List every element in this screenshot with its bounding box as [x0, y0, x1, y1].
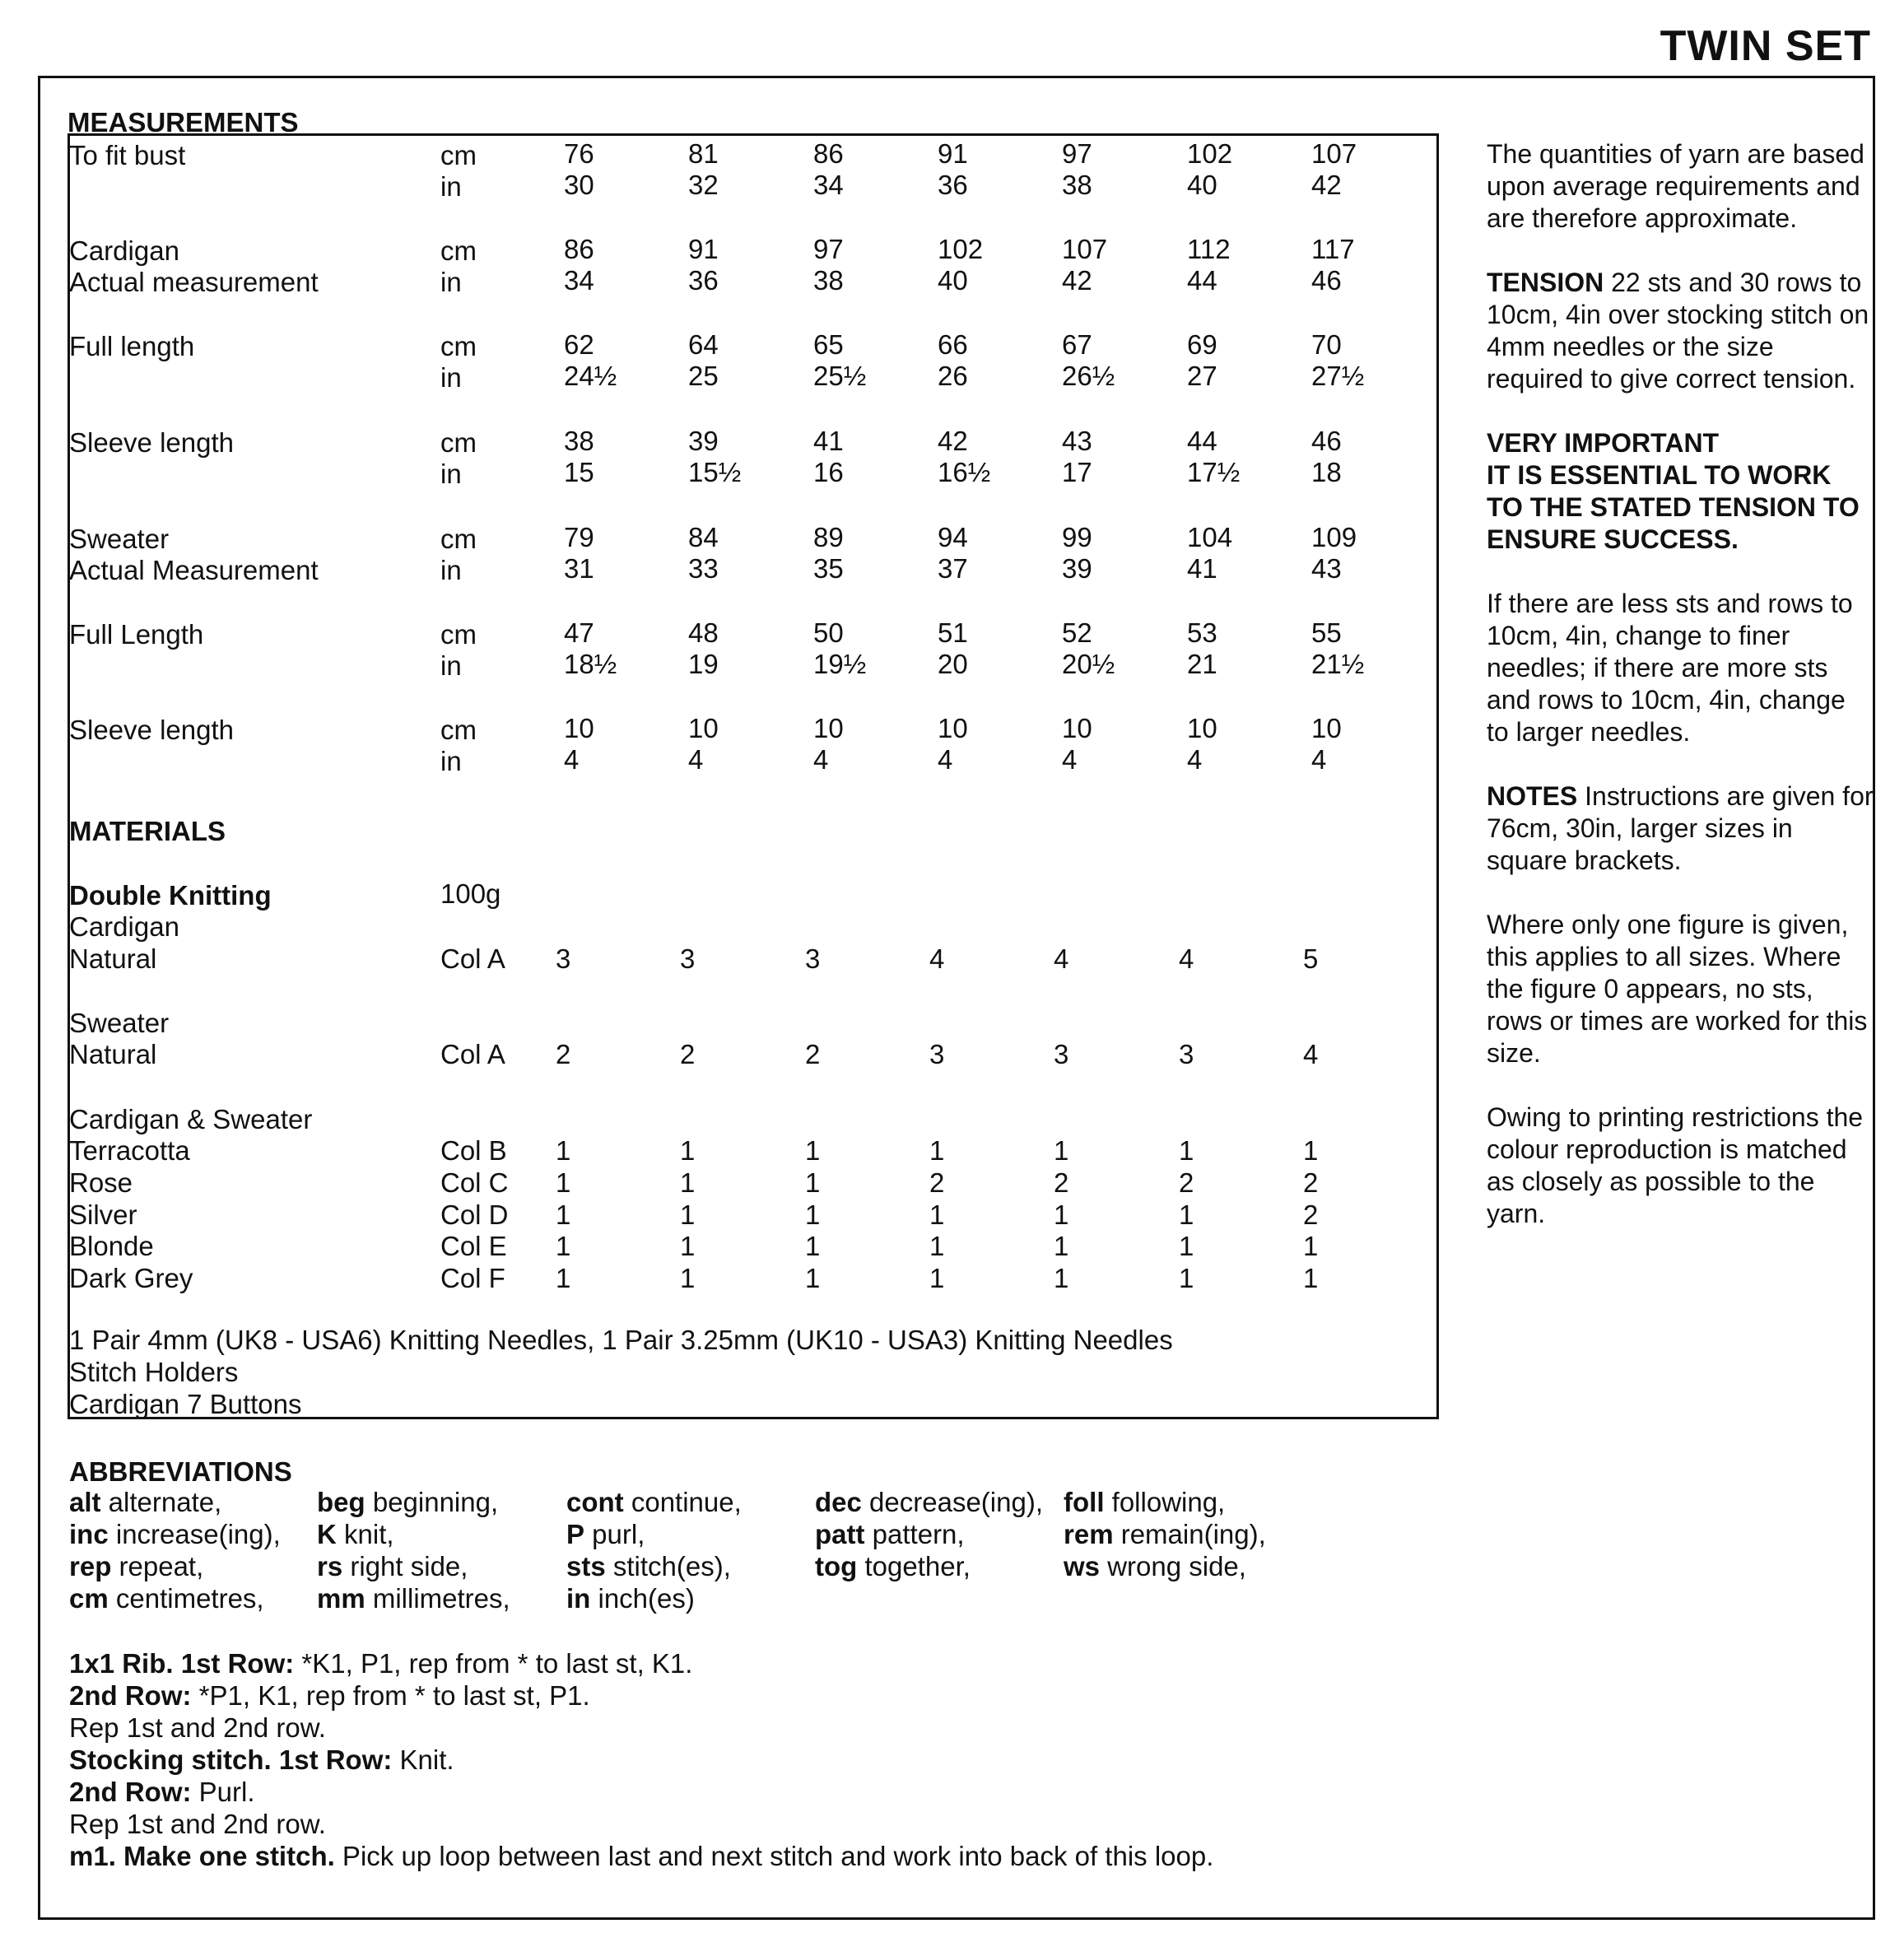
measurement-value: 4: [1187, 744, 1203, 775]
abbreviation-term: foll: [1064, 1487, 1105, 1517]
measurement-value: 91: [688, 234, 719, 264]
abbreviation-entry: [815, 1521, 965, 1548]
stitch-instruction-line: [69, 1714, 326, 1741]
measurement-value: 112: [1187, 234, 1231, 264]
measurement-value: 44: [1187, 426, 1217, 456]
very-important-label: VERY IMPORTANT: [1487, 428, 1720, 458]
measurement-value: 65: [813, 329, 844, 360]
abbreviation-term: cont: [566, 1487, 624, 1517]
measurement-value: 40: [938, 265, 968, 296]
notes-label: NOTES: [1487, 781, 1578, 811]
stitch-instruction-text: *K1, P1, rep from * to last st, K1.: [294, 1648, 693, 1679]
stitch-instruction-text: Pick up loop between last and next stitch and work into back of this loop.: [334, 1841, 1214, 1871]
material-quantity: 1: [929, 1263, 945, 1293]
material-quantity: 2: [1054, 1167, 1069, 1198]
measurement-value: 99: [1062, 522, 1092, 552]
abbreviation-term: in: [566, 1583, 591, 1614]
measurement-value: 102: [1187, 138, 1233, 169]
measurement-value: 34: [813, 170, 844, 200]
measurement-value: 25½: [813, 361, 867, 391]
measurement-value: 27: [1187, 361, 1217, 391]
material-quantity: 1: [805, 1199, 821, 1230]
abbreviation-term: rs: [317, 1551, 343, 1581]
material-colour-code: Col B: [440, 1135, 507, 1166]
material-quantity: 1: [680, 1199, 696, 1230]
abbreviation-term: sts: [566, 1551, 606, 1581]
tension-note: [1487, 267, 1874, 395]
material-quantity: 3: [680, 943, 696, 974]
abbreviation-definition: following,: [1104, 1487, 1226, 1517]
measurement-value: 10: [938, 713, 968, 743]
material-quantity: 2: [1303, 1167, 1319, 1198]
material-quantity: 1: [680, 1263, 696, 1293]
material-label: Terracotta: [69, 1135, 190, 1166]
measurement-value: 26½: [1062, 361, 1115, 391]
measurement-value: 10: [1187, 713, 1217, 743]
abbreviation-entry: [317, 1488, 498, 1516]
measurement-value: 21½: [1311, 649, 1365, 679]
stitch-instruction-line: [69, 1650, 692, 1677]
abbreviation-definition: continue,: [623, 1487, 742, 1517]
material-quantity: 3: [929, 1039, 945, 1069]
material-quantity: 1: [1054, 1263, 1069, 1293]
stitch-instruction-label: m1. Make one stitch.: [69, 1841, 335, 1871]
abbreviation-definition: increase(ing),: [108, 1519, 281, 1549]
measurement-label: Actual measurement: [69, 267, 319, 297]
material-quantity: 1: [556, 1167, 571, 1198]
measurement-value: 94: [938, 522, 968, 552]
material-quantity: 1: [805, 1167, 821, 1198]
material-label: Natural: [69, 943, 157, 974]
material-quantity: 1: [1054, 1135, 1069, 1166]
measurement-value: 79: [564, 522, 594, 552]
measurement-unit: in: [440, 362, 462, 393]
measurement-unit: in: [440, 746, 462, 776]
measurement-unit: cm: [440, 427, 477, 458]
printing-note: Owing to printing restrictions the colour reproduction is matched as closely as possible to the yarn.: [1487, 1102, 1864, 1228]
stitch-instruction-label: 2nd Row:: [69, 1777, 192, 1807]
material-quantity: 1: [556, 1263, 571, 1293]
measurement-value: 84: [688, 522, 719, 552]
abbreviation-entry: [815, 1553, 971, 1580]
material-quantity: 3: [805, 943, 821, 974]
measurement-value: 44: [1187, 265, 1217, 296]
material-quantity: 1: [680, 1135, 696, 1166]
measurement-value: 55: [1311, 617, 1342, 648]
measurement-value: 64: [688, 329, 719, 360]
material-quantity: 1: [1179, 1199, 1194, 1230]
material-colour-code: Col A: [440, 1039, 505, 1069]
stitch-instruction-label: 1x1 Rib. 1st Row:: [69, 1648, 295, 1679]
measurement-value: 40: [1187, 170, 1217, 200]
measurement-value: 27½: [1311, 361, 1365, 391]
abbreviation-definition: remain(ing),: [1113, 1519, 1266, 1549]
material-quantity: 1: [805, 1231, 821, 1261]
measurement-value: 4: [1311, 744, 1327, 775]
measurement-value: 104: [1187, 522, 1233, 552]
abbreviation-definition: beginning,: [365, 1487, 499, 1517]
measurement-value: 69: [1187, 329, 1217, 360]
measurement-value: 41: [1187, 553, 1217, 584]
measurement-value: 17½: [1187, 457, 1241, 487]
material-label: Cardigan: [69, 911, 179, 942]
materials-heading: MATERIALS: [69, 816, 226, 846]
measurement-value: 42: [1062, 265, 1092, 296]
material-quantity: 2: [929, 1167, 945, 1198]
abbreviation-definition: stitch(es),: [605, 1551, 731, 1581]
measurement-unit: cm: [440, 524, 477, 554]
yarn-label: Double Knitting: [69, 880, 272, 911]
material-quantity: 1: [680, 1167, 696, 1198]
abbreviation-entry: [566, 1585, 695, 1612]
abbreviation-term: rem: [1064, 1519, 1114, 1549]
stitch-instruction-label: Stocking stitch. 1st Row:: [69, 1744, 393, 1775]
measurement-value: 38: [1062, 170, 1092, 200]
measurement-value: 4: [938, 744, 953, 775]
measurement-value: 16½: [938, 457, 991, 487]
measurement-value: 47: [564, 617, 594, 648]
abbreviations-heading: ABBREVIATIONS: [69, 1456, 292, 1487]
measurement-value: 10: [1062, 713, 1092, 743]
material-quantity: 1: [1179, 1263, 1194, 1293]
measurement-value: 81: [688, 138, 719, 169]
material-quantity: 1: [556, 1231, 571, 1261]
measurement-value: 38: [813, 265, 844, 296]
measurement-label: Sleeve length: [69, 427, 234, 458]
measurement-value: 4: [564, 744, 580, 775]
material-label: Sweater: [69, 1008, 170, 1038]
abbreviation-term: inc: [69, 1519, 109, 1549]
abbreviation-entry: [1064, 1553, 1246, 1580]
abbreviation-term: patt: [815, 1519, 865, 1549]
material-colour-code: Col C: [440, 1167, 509, 1198]
stitch-instruction-text: Knit.: [392, 1744, 454, 1775]
abbreviation-entry: [566, 1488, 742, 1516]
material-quantity: 3: [1054, 1039, 1069, 1069]
abbreviation-entry: [815, 1488, 1043, 1516]
stitch-instruction-line: [69, 1682, 590, 1709]
material-quantity: 1: [556, 1199, 571, 1230]
stitch-instruction-label: 2nd Row:: [69, 1680, 192, 1711]
measurement-value: 67: [1062, 329, 1092, 360]
measurement-value: 91: [938, 138, 968, 169]
measurement-value: 42: [938, 426, 968, 456]
abbreviation-definition: right side,: [342, 1551, 468, 1581]
measurement-value: 17: [1062, 457, 1092, 487]
abbreviation-term: tog: [815, 1551, 858, 1581]
stitch-instruction-text: *P1, K1, rep from * to last st, P1.: [191, 1680, 590, 1711]
material-quantity: 4: [1054, 943, 1069, 974]
material-quantity: 1: [929, 1135, 945, 1166]
notes-column: [1487, 138, 1874, 1262]
abbreviation-definition: pattern,: [864, 1519, 965, 1549]
measurement-value: 19: [688, 649, 719, 679]
measurement-value: 46: [1311, 426, 1342, 456]
measurement-value: 53: [1187, 617, 1217, 648]
abbreviation-definition: centimetres,: [108, 1583, 264, 1614]
measurement-value: 46: [1311, 265, 1342, 296]
measurement-value: 24½: [564, 361, 617, 391]
measurement-value: 26: [938, 361, 968, 391]
measurement-value: 4: [813, 744, 829, 775]
material-quantity: 3: [1179, 1039, 1194, 1069]
abbreviation-definition: wrong side,: [1100, 1551, 1246, 1581]
material-quantity: 1: [1303, 1263, 1319, 1293]
stitch-instruction-line: [69, 1746, 454, 1773]
material-quantity: 2: [1179, 1167, 1194, 1198]
material-quantity: 2: [680, 1039, 696, 1069]
notes-text: Instructions are given for 76cm, 30in, larger sizes in square brackets.: [1487, 781, 1874, 875]
measurement-value: 41: [813, 426, 844, 456]
measurement-value: 107: [1311, 138, 1357, 169]
abbreviation-entry: [69, 1585, 264, 1612]
material-colour-code: Col F: [440, 1263, 505, 1293]
abbreviation-definition: millimetres,: [365, 1583, 510, 1614]
measurement-value: 52: [1062, 617, 1092, 648]
material-label: Dark Grey: [69, 1263, 193, 1293]
abbreviation-term: mm: [317, 1583, 365, 1614]
measurement-value: 16: [813, 457, 844, 487]
measurement-unit: in: [440, 650, 462, 681]
measurement-value: 37: [938, 553, 968, 584]
abbreviation-term: beg: [317, 1487, 365, 1517]
measurement-value: 4: [688, 744, 704, 775]
measurement-value: 89: [813, 522, 844, 552]
measurement-unit: cm: [440, 235, 477, 266]
measurement-value: 86: [813, 138, 844, 169]
measurement-unit: cm: [440, 140, 477, 170]
abbreviation-definition: purl,: [584, 1519, 645, 1549]
measurement-value: 10: [1311, 713, 1342, 743]
measurement-value: 117: [1311, 234, 1355, 264]
abbreviation-definition: inch(es): [590, 1583, 695, 1614]
measurement-unit: cm: [440, 619, 477, 650]
material-label: Rose: [69, 1167, 133, 1198]
measurement-label: Full length: [69, 331, 195, 361]
abbreviation-entry: [69, 1553, 203, 1580]
measurement-label: Sleeve length: [69, 715, 234, 745]
measurement-value: 21: [1187, 649, 1217, 679]
measurement-value: 107: [1062, 234, 1108, 264]
essential-text: IT IS ESSENTIAL TO WORK TO THE STATED TENSION TO ENSURE SUCCESS.: [1487, 460, 1860, 554]
material-quantity: 1: [1179, 1135, 1194, 1166]
important-note: [1487, 427, 1874, 556]
material-quantity: 1: [1303, 1135, 1319, 1166]
measurement-value: 43: [1062, 426, 1092, 456]
material-quantity: 1: [680, 1231, 696, 1261]
measurement-label: Sweater: [69, 524, 170, 554]
abbreviation-definition: knit,: [336, 1519, 394, 1549]
material-label: Blonde: [69, 1231, 154, 1261]
stitch-holders-text: Stitch Holders: [69, 1357, 239, 1387]
measurement-value: 20½: [1062, 649, 1115, 679]
material-quantity: 5: [1303, 943, 1319, 974]
measurement-value: 86: [564, 234, 594, 264]
measurement-unit: in: [440, 555, 462, 585]
abbreviation-entry: [1064, 1521, 1266, 1548]
measurement-value: 19½: [813, 649, 867, 679]
abbreviation-definition: together,: [857, 1551, 971, 1581]
measurement-value: 34: [564, 265, 594, 296]
measurement-unit: cm: [440, 715, 477, 745]
measurement-value: 97: [1062, 138, 1092, 169]
measurement-value: 33: [688, 553, 719, 584]
yarn-weight: 100g: [440, 878, 501, 909]
stitch-instruction-text: Rep 1st and 2nd row.: [69, 1809, 326, 1839]
abbreviation-entry: [317, 1521, 394, 1548]
measurement-value: 97: [813, 234, 844, 264]
abbreviation-entry: [69, 1488, 221, 1516]
abbreviation-definition: alternate,: [100, 1487, 222, 1517]
yarn-quantities-note: The quantities of yarn are based upon average requirements and are therefore approximate.: [1487, 139, 1864, 233]
material-quantity: 2: [805, 1039, 821, 1069]
measurement-value: 62: [564, 329, 594, 360]
abbreviation-definition: decrease(ing),: [861, 1487, 1043, 1517]
notes-note: [1487, 780, 1874, 877]
measurement-value: 102: [938, 234, 984, 264]
measurement-unit: in: [440, 267, 462, 297]
abbreviation-entry: [566, 1553, 731, 1580]
measurement-value: 15: [564, 457, 594, 487]
measurement-value: 70: [1311, 329, 1342, 360]
measurement-value: 39: [1062, 553, 1092, 584]
abbreviation-term: dec: [815, 1487, 862, 1517]
measurement-value: 18: [1311, 457, 1342, 487]
measurement-value: 66: [938, 329, 968, 360]
material-colour-code: Col D: [440, 1199, 509, 1230]
abbreviation-term: alt: [69, 1487, 101, 1517]
abbreviation-entry: [1064, 1488, 1225, 1516]
measurement-value: 35: [813, 553, 844, 584]
material-quantity: 1: [556, 1135, 571, 1166]
measurement-value: 4: [1062, 744, 1078, 775]
abbreviation-term: cm: [69, 1583, 109, 1614]
measurement-value: 25: [688, 361, 719, 391]
measurement-value: 51: [938, 617, 968, 648]
measurement-value: 42: [1311, 170, 1342, 200]
material-quantity: 4: [1303, 1039, 1319, 1069]
abbreviation-entry: [566, 1521, 645, 1548]
material-quantity: 2: [556, 1039, 571, 1069]
measurement-label: To fit bust: [69, 140, 186, 170]
stitch-instruction-line: [69, 1778, 255, 1805]
measurement-value: 31: [564, 553, 594, 584]
abbreviation-entry: [317, 1585, 510, 1612]
measurement-value: 15½: [688, 457, 742, 487]
buttons-text: Cardigan 7 Buttons: [69, 1389, 302, 1419]
measurement-value: 32: [688, 170, 719, 200]
measurement-value: 36: [938, 170, 968, 200]
measurement-value: 10: [688, 713, 719, 743]
material-quantity: 1: [805, 1263, 821, 1293]
material-quantity: 1: [929, 1199, 945, 1230]
measurement-label: Cardigan: [69, 235, 179, 266]
needles-change-note: If there are less sts and rows to 10cm, 4in, change to finer needles; if there are more sts and rows to 10cm, 4in, change to larger needles.: [1487, 589, 1853, 747]
one-figure-note: Where only one figure is given, this applies to all sizes. Where the figure 0 appears, no sts, rows or times are worked for this size.: [1487, 910, 1868, 1068]
measurement-value: 109: [1311, 522, 1357, 552]
material-label: Cardigan & Sweater: [69, 1104, 313, 1134]
stitch-instruction-line: [69, 1810, 326, 1838]
measurement-value: 38: [564, 426, 594, 456]
measurement-value: 50: [813, 617, 844, 648]
needles-text: 1 Pair 4mm (UK8 - USA6) Knitting Needles, 1 Pair 3.25mm (UK10 - USA3) Knitting Needles: [69, 1325, 1173, 1355]
material-quantity: 4: [929, 943, 945, 974]
measurement-value: 39: [688, 426, 719, 456]
material-quantity: 1: [929, 1231, 945, 1261]
material-quantity: 1: [1303, 1231, 1319, 1261]
measurement-value: 20: [938, 649, 968, 679]
abbreviation-entry: [69, 1521, 281, 1548]
material-quantity: 3: [556, 943, 571, 974]
measurement-value: 30: [564, 170, 594, 200]
abbreviation-term: P: [566, 1519, 585, 1549]
measurement-label: Full Length: [69, 619, 204, 650]
material-colour-code: Col E: [440, 1231, 507, 1261]
page-title: TWIN SET: [1660, 22, 1871, 70]
measurement-value: 48: [688, 617, 719, 648]
material-quantity: 1: [1054, 1199, 1069, 1230]
abbreviation-definition: repeat,: [111, 1551, 204, 1581]
measurement-label: Actual Measurement: [69, 555, 319, 585]
tension-label: TENSION: [1487, 268, 1604, 297]
measurement-value: 36: [688, 265, 719, 296]
measurements-box: [68, 133, 1439, 1419]
measurements-heading: MEASUREMENTS: [68, 107, 299, 137]
material-quantity: 1: [1179, 1231, 1194, 1261]
abbreviation-term: K: [317, 1519, 337, 1549]
measurement-unit: in: [440, 459, 462, 489]
measurement-value: 10: [813, 713, 844, 743]
material-quantity: 4: [1179, 943, 1194, 974]
material-label: Silver: [69, 1199, 137, 1230]
measurement-value: 76: [564, 138, 594, 169]
stitch-instruction-text: Rep 1st and 2nd row.: [69, 1712, 326, 1743]
abbreviation-entry: [317, 1553, 468, 1580]
material-quantity: 1: [805, 1135, 821, 1166]
measurement-value: 18½: [564, 649, 617, 679]
material-colour-code: Col A: [440, 943, 505, 974]
abbreviation-term: ws: [1064, 1551, 1101, 1581]
material-quantity: 2: [1303, 1199, 1319, 1230]
abbreviation-term: rep: [69, 1551, 112, 1581]
stitch-instruction-line: [69, 1842, 1213, 1870]
measurement-unit: cm: [440, 331, 477, 361]
stitch-instruction-text: Purl.: [191, 1777, 255, 1807]
measurement-value: 43: [1311, 553, 1342, 584]
measurement-unit: in: [440, 171, 462, 202]
material-label: Natural: [69, 1039, 157, 1069]
measurement-value: 10: [564, 713, 594, 743]
tension-text: 22 sts and 30 rows to 10cm, 4in over stocking stitch on 4mm needles or the size required to give correct tension.: [1487, 268, 1869, 394]
material-quantity: 1: [1054, 1231, 1069, 1261]
